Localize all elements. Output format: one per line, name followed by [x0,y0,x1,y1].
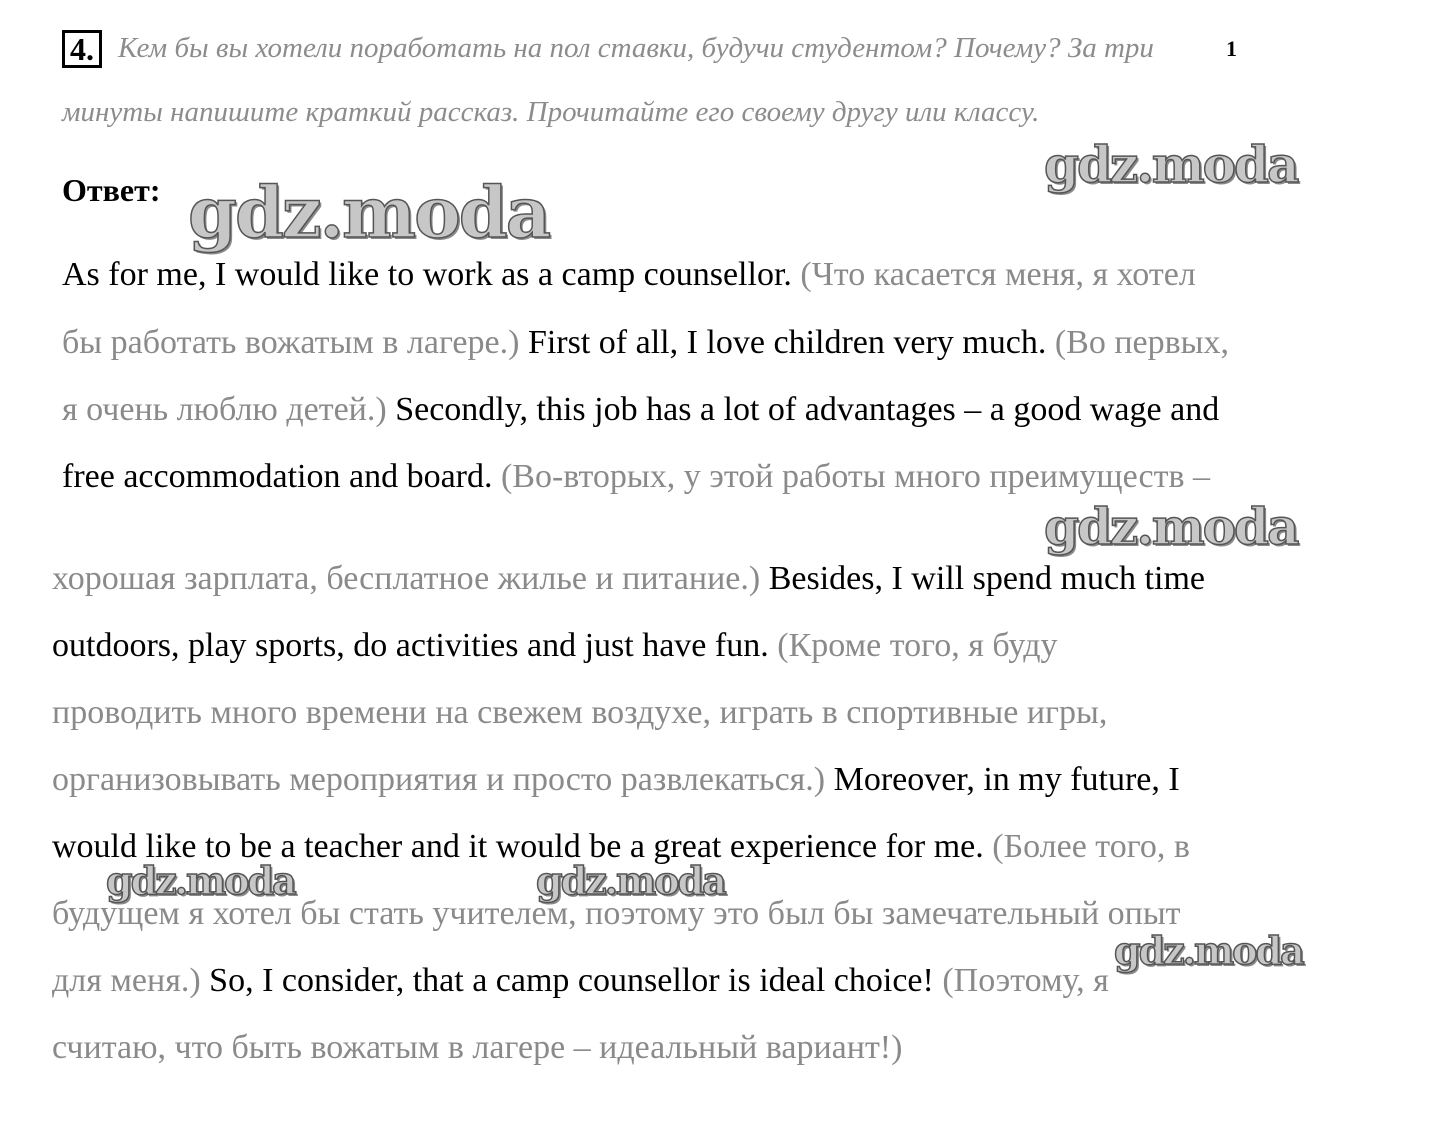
watermark-logo: gdz.moda [188,171,550,254]
watermark-logo: gdz.moda [1114,928,1303,973]
english-text: Moreover, in my future, I [833,761,1180,798]
english-text: As for me, I would like to work as a camp counsellor. [62,256,801,293]
answer-line [62,326,1229,360]
watermark-logo: gdz.moda [1044,497,1298,556]
task-text-line-2: минуты напишите краткий рассказ. Прочитайте его своему другу или классу. [62,96,1040,128]
english-text: free accommodation and board. [62,458,501,495]
watermark-logo: gdz.moda [106,858,295,903]
watermark-logo: gdz.moda [536,858,725,903]
answer-label: Ответ: [62,172,161,208]
russian-translation: (Во-вторых, у этой работы много преимуществ – [500,458,1211,495]
russian-translation: проводить много времени на свежем воздухе, играть в спортивные игры, [52,694,1108,731]
russian-translation: (Поэтому, я [942,962,1109,999]
answer-line [52,763,1180,797]
answer-line [52,629,1058,663]
russian-translation: я очень люблю детей.) [62,391,396,428]
russian-translation: для меня.) [52,962,210,999]
english-text: outdoors, play sports, do activities and just have fun. [52,627,778,664]
russian-translation: организовывать мероприятия и просто развлекаться.) [52,761,834,798]
english-text: So, I consider, that a camp counsellor is ideal choice! [209,962,943,999]
english-text: would like to be a teacher and it would be a great experience for me. [52,828,993,865]
answer-line [62,393,1219,427]
answer-line [52,562,1205,596]
english-text: Besides, I will spend much time [768,560,1205,597]
answer-line [62,258,1196,292]
answer-line [52,964,1109,998]
russian-translation: считаю, что быть вожатым в лагере – идеальный вариант!) [52,1029,903,1066]
task-number: 4. [62,30,102,68]
russian-translation: (Более того, в [992,828,1190,865]
russian-translation: хорошая зарплата, бесплатное жилье и питание.) [52,560,769,597]
watermark-logo: gdz.moda [1044,135,1298,194]
answer-line [52,696,1107,730]
russian-translation: бы работать вожатым в лагере.) [62,324,528,361]
answer-line [62,460,1210,494]
english-text: Secondly, this job has a lot of advantages – a good wage and [395,391,1220,428]
task-text-line-1: Кем бы вы хотели поработать на пол ставки, будучи студентом? Почему? За три [118,32,1154,64]
russian-translation: (Во первых, [1054,324,1230,361]
russian-translation: будущем я хотел бы стать учителем, поэтому это был бы замечательный опыт [52,895,1181,932]
russian-translation: (Что касается меня, я хотел [800,256,1196,293]
english-text: First of all, I love children very much. [527,324,1055,361]
page-mark: 1 [1226,36,1237,61]
answer-line [52,1031,902,1065]
russian-translation: (Кроме того, я буду [777,627,1058,664]
